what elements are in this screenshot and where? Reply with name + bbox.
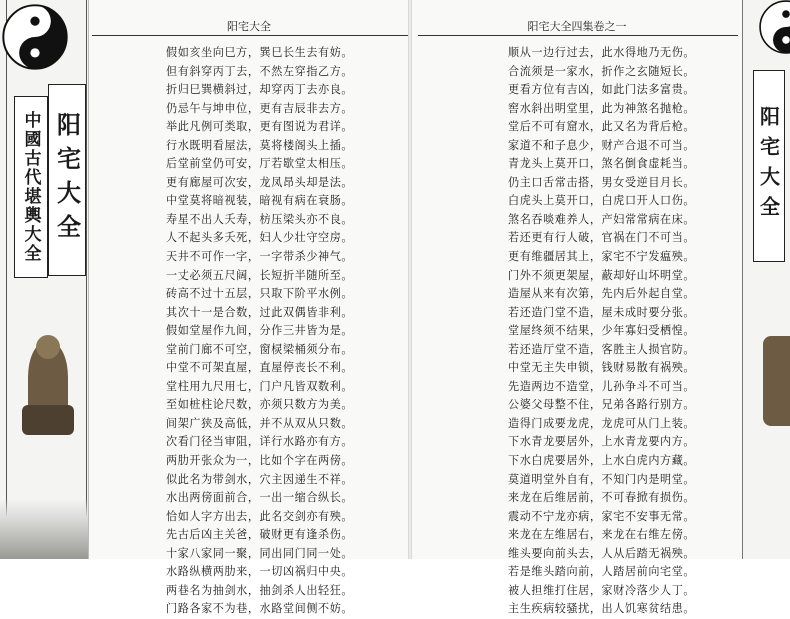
text-line: 造屋从来有次第，先内后外起自堂。 (508, 287, 696, 301)
text-line: 更看方位有吉凶，如此门法多富贵。 (508, 83, 696, 97)
text-line: 一丈必须五尺阔，长短折半随所至。 (166, 268, 354, 282)
decorative-bottom (0, 499, 88, 559)
running-head-left: 阳宅大全 (227, 20, 271, 33)
text-line: 若还造门堂不造，屋未成时要分张。 (508, 305, 696, 319)
text-line: 堂后不可有窟水，此又名为背后枪。 (508, 120, 696, 134)
text-line: 行水既明看屋法，莫将楼阁头上插。 (166, 138, 354, 152)
book-title-box-right (753, 70, 785, 262)
left-cover-strip (0, 0, 89, 559)
text-line: 堂屋终须不结果，少年寡妇受栖惶。 (508, 324, 696, 338)
buddha-statue-image (763, 336, 790, 426)
text-line: 水出两傍面前合，一出一缩合纵长。 (166, 491, 354, 505)
text-line: 中堂无主失申锁，钱财易散有祸殃。 (508, 361, 696, 375)
text-line: 家道不和子息少，财产合退不可当。 (508, 138, 696, 152)
text-line: 主生疾病较骚扰，出人饥寒贫结患。 (508, 602, 696, 616)
text-line: 寿星不出人夭寿，枋压梁头亦不良。 (166, 212, 354, 226)
text-line: 青龙头上莫开口，煞名倒食虚耗当。 (508, 157, 696, 171)
text-line: 若是维头踏向前，人踏居前向宅堂。 (508, 565, 696, 579)
yin-yang-icon (2, 4, 68, 70)
text-line: 中堂不可架直屋，直屋停丧长不利。 (166, 361, 354, 375)
text-line: 天井不可作一字，一字带杀少神气。 (166, 250, 354, 264)
text-line: 仍忌午与坤申位，更有吉辰非去方。 (166, 101, 354, 115)
book-title-box (48, 84, 86, 276)
text-line: 其次十一是合数，过此双偶皆非利。 (166, 305, 354, 319)
series-title: 中國古代堪輿大全 (20, 111, 41, 263)
text-line: 被人担维打住居，家财冷落少人丁。 (508, 583, 696, 597)
text-line: 若还更有行人破，官祸在门不可当。 (508, 231, 696, 245)
text-line: 堂柱用九尺用七，门户凡皆双数利。 (166, 379, 354, 393)
text-line: 后堂前堂仍可安，厅若歇堂太相压。 (166, 157, 354, 171)
text-line: 两巷名为抽剑水，抽剑杀人出轻狂。 (166, 583, 354, 597)
text-line: 中堂莫将暗视装，暗视有病在衰肠。 (166, 194, 354, 208)
yin-yang-icon (759, 0, 790, 54)
text-line: 折归巳巽横斜过，却穿丙丁去亦良。 (166, 83, 354, 97)
text-line: 来龙在后维居前，不可春掀有损伤。 (508, 491, 696, 505)
rule-line (86, 0, 87, 559)
buddha-statue-image (22, 335, 74, 435)
text-line: 更有维疆居其上，家宅不宁发瘟殃。 (508, 250, 696, 264)
text-line: 假如亥坐向巳方，巽巳长生去有妨。 (166, 46, 354, 59)
running-head-right: 阳宅大全四集卷之一 (527, 20, 627, 33)
text-line: 顺从一边行过去，此水得地乃无伤。 (508, 46, 696, 59)
text-line: 造得门成要龙虎，龙虎可从门上装。 (508, 416, 696, 430)
book-title: 阳宅大全 (52, 112, 82, 248)
text-line: 至如桩柱论尺数，亦须只数方为美。 (166, 398, 354, 412)
right-text-column (508, 44, 695, 619)
header-rule (92, 35, 408, 36)
text-line: 来龙在左维居右，来龙在右维左傍。 (508, 528, 696, 542)
text-line: 先造两边不造堂，儿孙争斗不可当。 (508, 379, 696, 393)
right-cover-strip (742, 0, 790, 559)
text-line: 但有斜穿丙丁去，不然左穿指乙方。 (166, 64, 354, 78)
text-line: 下水青龙要居外，上水青龙要内方。 (508, 435, 696, 449)
text-line: 煞名吞啖难养人，产妇常常病在床。 (508, 212, 696, 226)
text-line: 水路纵横两肋来，一切凶祸归中央。 (166, 565, 354, 579)
text-line: 门路各家不为巷，水路堂间侧不妨。 (166, 602, 354, 616)
text-line: 间架广狭及高低，并不从双从只数。 (166, 416, 354, 430)
text-line: 举此凡例可类取，更有图说为君详。 (166, 120, 354, 134)
text-line: 恰如人字方出去，此名交剑亦有殃。 (166, 509, 354, 523)
text-line: 下水白虎要居外，上水白虎内方藏。 (508, 454, 696, 468)
text-line: 砖高不过十五层，只取下阶平水例。 (166, 287, 354, 301)
left-text-column (166, 44, 353, 619)
text-line: 维头要向前头去，人从后踏无祸殃。 (508, 546, 696, 560)
text-line: 门外不须更架屋，蔽却好山坏明堂。 (508, 268, 696, 282)
text-line: 似此名为带剑水，穴主因递生不祥。 (166, 472, 354, 486)
text-line: 十家八家同一聚，同出同门同一处。 (166, 546, 354, 560)
rule-line (6, 0, 7, 559)
text-line: 白虎头上莫开口，白虎口开人口伤。 (508, 194, 696, 208)
series-title-box (14, 96, 48, 278)
text-line: 若还造厅堂不造，客胜主人损官防。 (508, 342, 696, 356)
text-line: 窖水斜出明堂里，此为神煞名抛枪。 (508, 101, 696, 115)
book-title-right: 阳宅大全 (756, 106, 781, 226)
text-line: 先古后凶主关爸，破财更有逢杀伤。 (166, 528, 354, 542)
text-line: 公婆父母整不住，兄弟各路行别方。 (508, 398, 696, 412)
text-line: 仍主口舌常击搭，男女受逆目月长。 (508, 175, 696, 189)
left-page (88, 0, 410, 616)
text-line: 堂前门廊不可空，窗棂梁桶须分布。 (166, 342, 354, 356)
text-line: 假如堂屋作九间，分作三井皆为是。 (166, 324, 354, 338)
text-line: 莫道明堂外自有，不知门内是明堂。 (508, 472, 696, 486)
text-line: 次看门径当审阻，详行水路亦有方。 (166, 435, 354, 449)
text-line: 合流须是一家水，折作之玄随短长。 (508, 64, 696, 78)
text-line: 两肋开张众为一，比如个字在两傍。 (166, 454, 354, 468)
header-rule (418, 35, 738, 36)
right-page (412, 0, 742, 616)
text-line: 人不起头多夭死，妇人少壮守空房。 (166, 231, 354, 245)
text-line: 震动不宁龙亦病，家宅不安事无常。 (508, 509, 696, 523)
text-line: 更有廊屋可次安，龙凤昂头却是法。 (166, 175, 354, 189)
